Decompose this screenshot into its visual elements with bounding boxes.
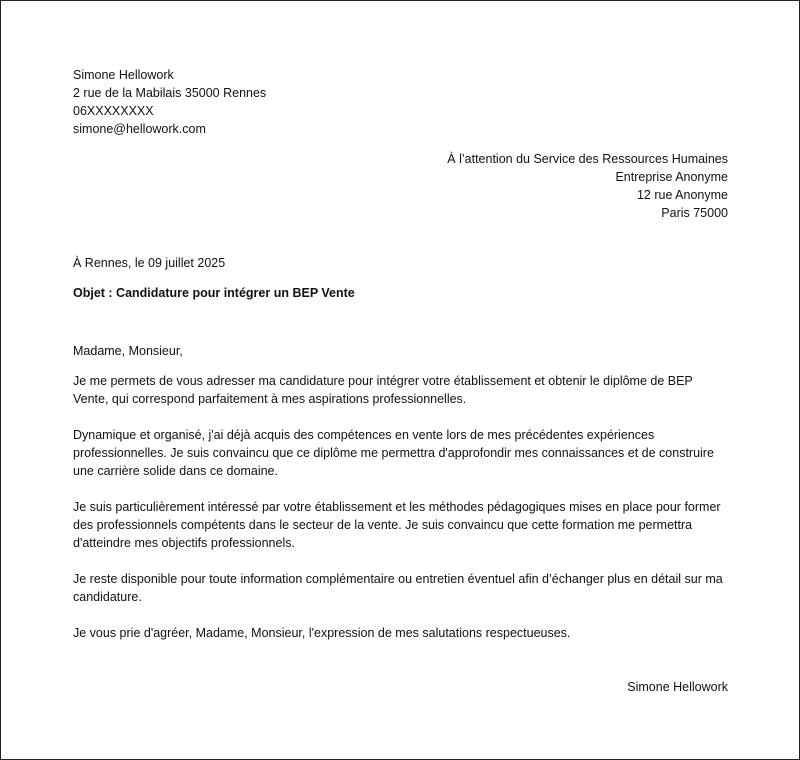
- sender-block: [73, 66, 728, 138]
- recipient-attention: À l’attention du Service des Ressources Humaines: [447, 152, 728, 166]
- sender-email: simone@hellowork.com: [73, 122, 206, 136]
- salutation: Madame, Monsieur,: [73, 344, 183, 358]
- paragraph-5: Je vous prie d'agréer, Madame, Monsieur, l'expression de mes salutations respectueuses.: [73, 626, 571, 640]
- date-line: À Rennes, le 09 juillet 2025: [73, 256, 226, 270]
- signature: Simone Hellowork: [627, 680, 728, 694]
- subject-line: Objet : Candidature pour intégrer un BEP Vente: [73, 286, 355, 300]
- sender-name: Simone Hellowork: [73, 68, 174, 82]
- recipient-city: Paris 75000: [661, 206, 728, 220]
- recipient-block: [73, 150, 728, 222]
- paragraph-2: Dynamique et organisé, j'ai déjà acquis des compétences en vente lors de mes précédentes expériences professionnelles. Je suis convaincu que ce diplôme me permettra d'approfondir mes connaissances et de construire une carrière solide dans ce domaine.: [73, 428, 714, 478]
- paragraph-3: Je suis particulièrement intéressé par votre établissement et les méthodes pédagogiques mises en place pour former des professionnels compétents dans le secteur de la vente. Je suis convaincu que cette formation me permettra d'atteindre mes objectifs professionnels.: [73, 500, 721, 550]
- sender-phone: 06XXXXXXXX: [73, 104, 154, 118]
- sender-address: 2 rue de la Mabilais 35000 Rennes: [73, 86, 267, 100]
- paragraph-4: Je reste disponible pour toute information complémentaire ou entretien éventuel afin d’échanger plus en détail sur ma candidature.: [73, 572, 723, 604]
- paragraph-1: Je me permets de vous adresser ma candidature pour intégrer votre établissement et obtenir le diplôme de BEP Vente, qui correspond parfaitement à mes aspirations professionnelles.: [73, 374, 693, 406]
- recipient-company: Entreprise Anonyme: [615, 170, 728, 184]
- recipient-street: 12 rue Anonyme: [636, 188, 728, 202]
